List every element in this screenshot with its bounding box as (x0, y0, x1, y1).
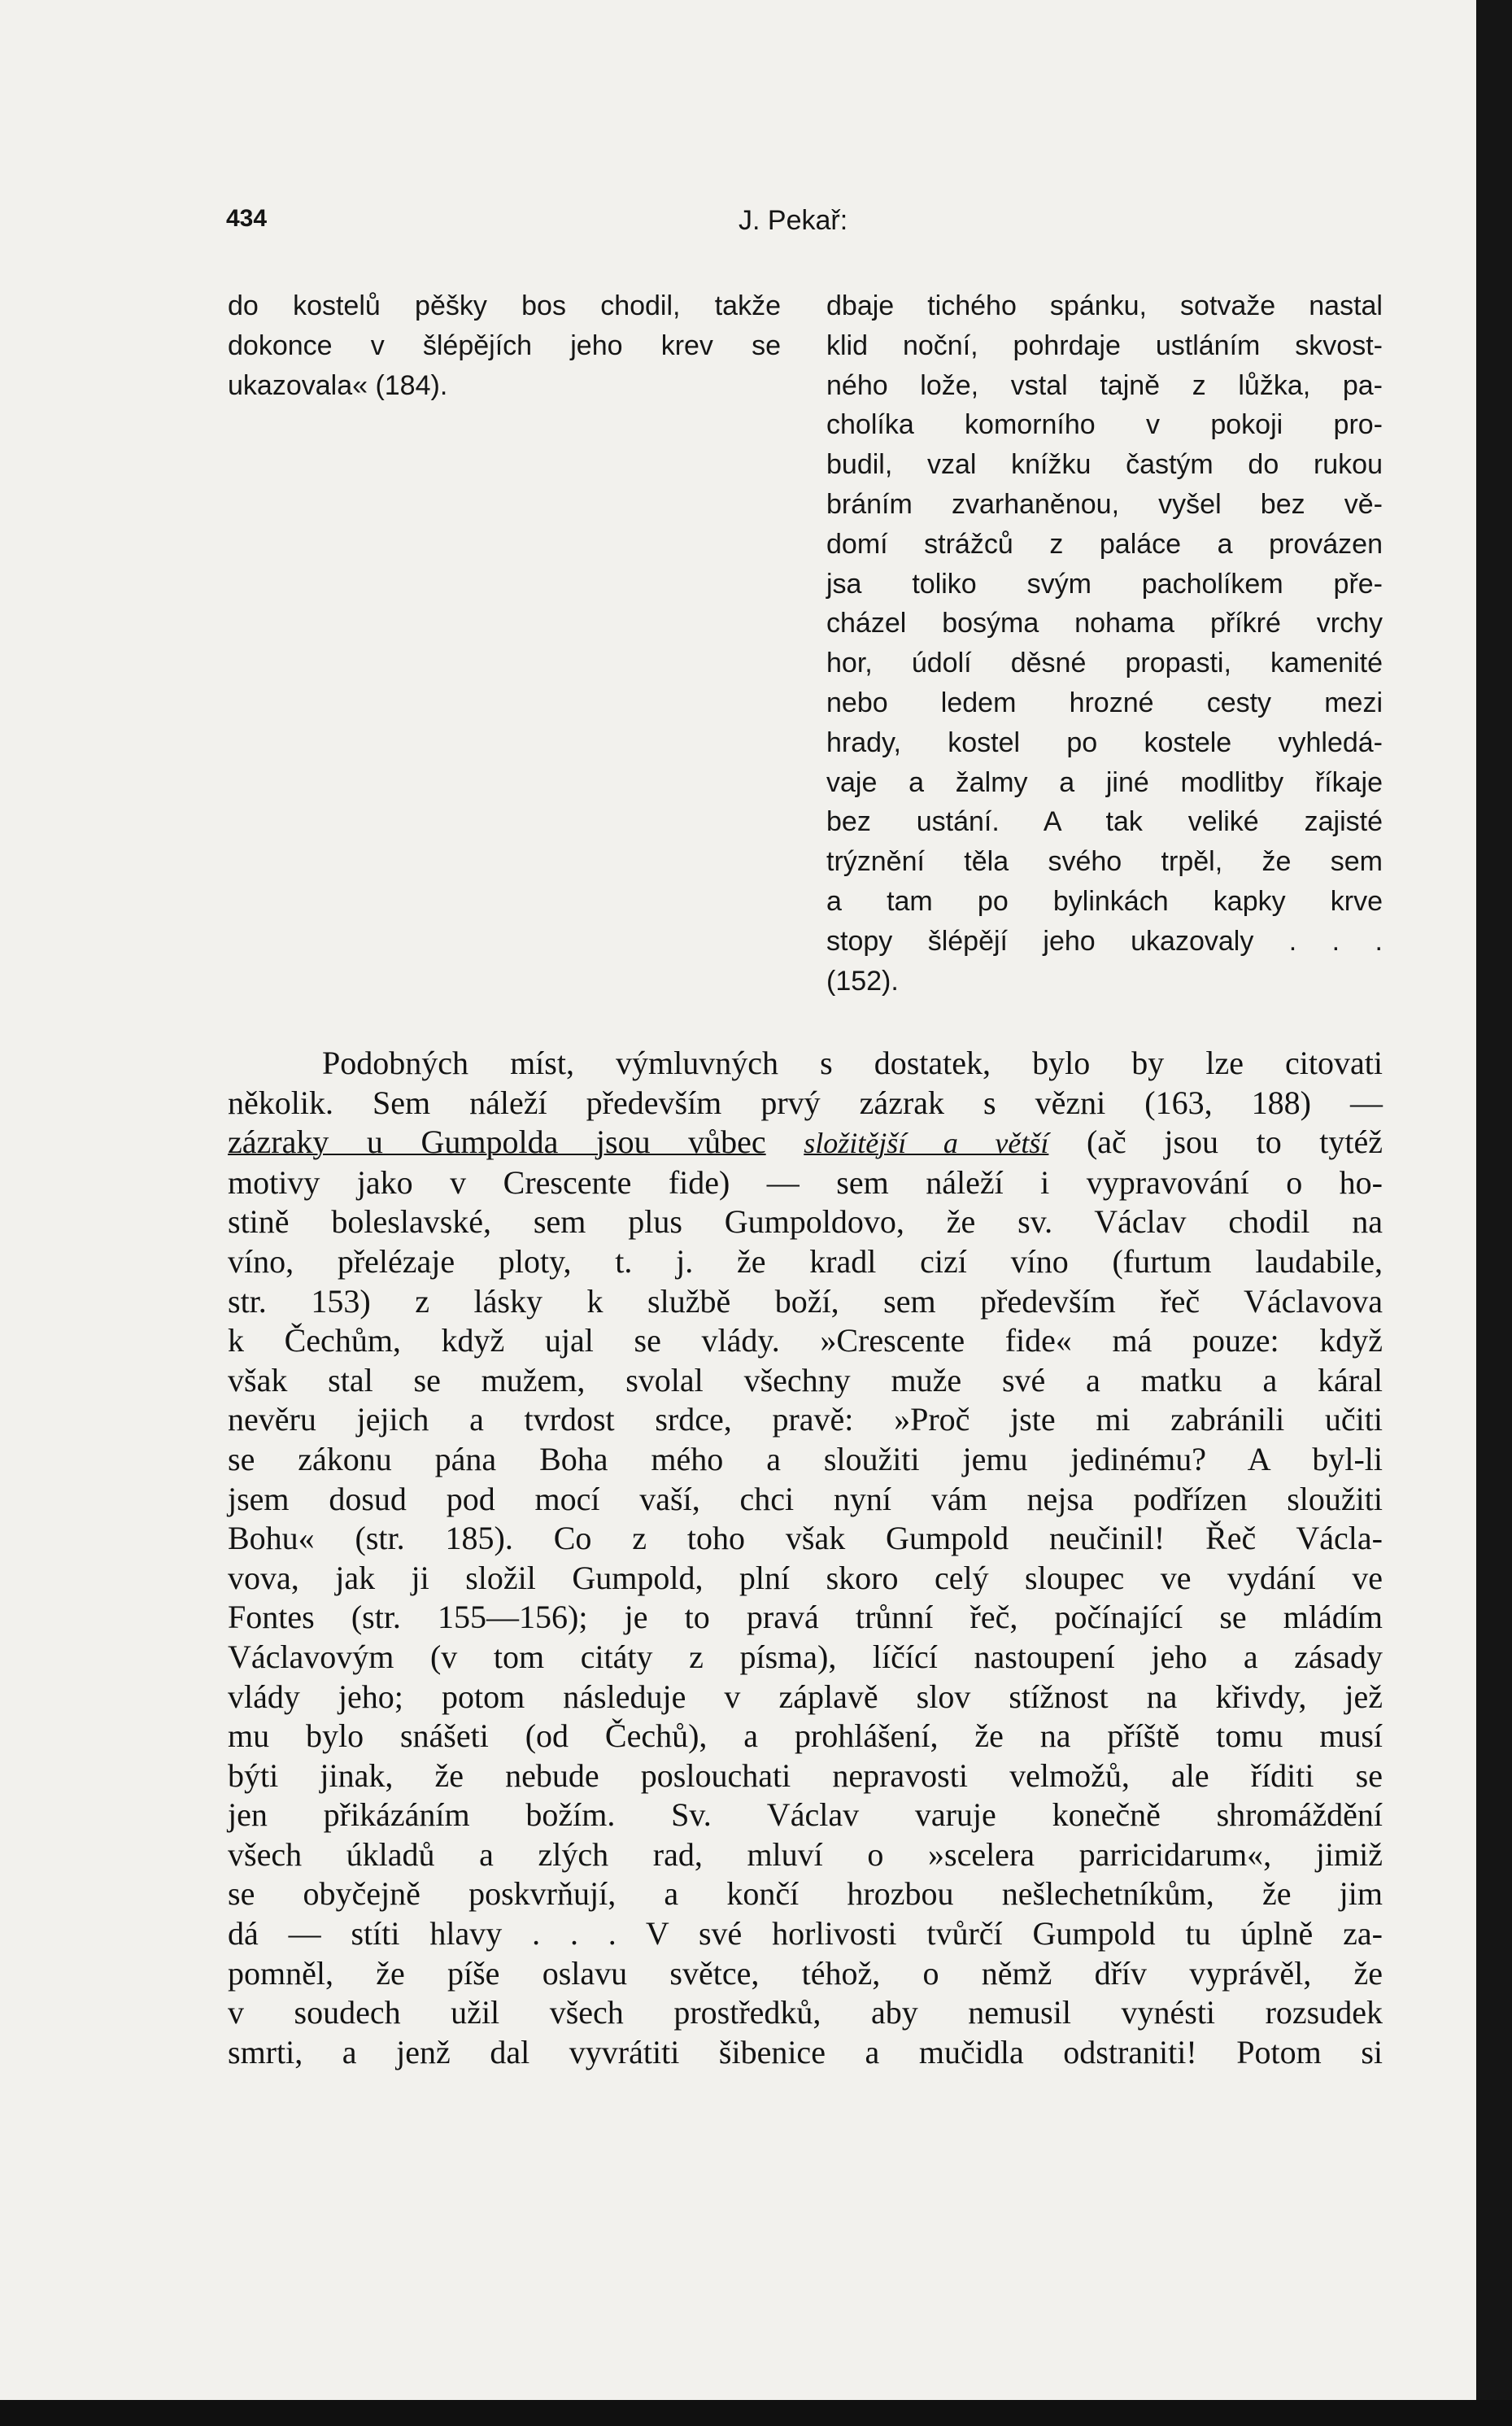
scan-edge-right (1476, 0, 1512, 2426)
running-head: J. Pekař: (739, 205, 848, 236)
text-line-with-emphasis (228, 1123, 1383, 1163)
text-line: jsem dosud pod mocí vaší, chci nyní vám nejsa podřízen sloužiti (228, 1480, 1383, 1517)
text-line: bráním zvarhaněnou, vyšel bez vě- (826, 488, 1383, 520)
text-line: nevěru jejich a tvrdost srdce, pravě: »Proč jste mi zabránili učiti (228, 1401, 1383, 1438)
text-line: vaje a žalmy a jiné modlitby říkaje (826, 766, 1383, 798)
text-line: mu bylo snášeti (od Čechů), a prohlášení, že na příště tomu musí (228, 1717, 1383, 1755)
text-line: a tam po bylinkách kapky krve (826, 885, 1383, 917)
text-line: cházel bosýma nohama příkré vrchy (826, 608, 1383, 639)
text-line: klid noční, pohrdaje ustláním skvost- (826, 329, 1383, 361)
text-line: str. 153) z lásky k službě boží, sem především řeč Václavova (228, 1282, 1383, 1320)
text-line: vova, jak ji složil Gumpold, plní skoro celý sloupec ve vydání ve (228, 1559, 1383, 1596)
scan-edge-bottom (0, 2400, 1512, 2426)
left-column-quote (228, 286, 781, 405)
text-line: smrti, a jenž dal vyvrátiti šibenice a mučidla odstraniti! Potom si (228, 2033, 1383, 2070)
text-line: motivy jako v Crescente fide) — sem náleží i vypravování o ho- (228, 1163, 1383, 1201)
text-line: Václavovým (v tom citáty z písma), líčící nastoupení jeho a zásady (228, 1638, 1383, 1675)
text-line: do kostelů pěšky bos chodil, takže (228, 290, 781, 321)
text-line: dokonce v šlépějích jeho krev se (228, 329, 781, 361)
text-line: všech úkladů a zlých rad, mluví o »scelera parricidarum«, jimiž (228, 1835, 1383, 1873)
text-line: domí strážců z paláce a provázen (826, 528, 1383, 560)
italic-phrase: složitější a větší (804, 1127, 1049, 1160)
underlined-phrase: zázraky u Gumpolda jsou vůbec (228, 1124, 766, 1161)
text-fragment: (ač jsou to tytéž (1086, 1124, 1383, 1161)
text-line: jsa toliko svým pacholíkem pře- (826, 568, 1383, 600)
text-line: stině boleslavské, sem plus Gumpoldovo, že sv. Václav chodil na (228, 1203, 1383, 1241)
text-line: jen přikázáním božím. Sv. Václav varuje konečně shromáždění (228, 1796, 1383, 1834)
text-line: víno, přelézaje ploty, t. j. že kradl cizí víno (furtum laudabile, (228, 1242, 1383, 1280)
text-line: nebo ledem hrozné cesty mezi (826, 687, 1383, 718)
text-line: stopy šlépějí jeho ukazovaly . . . (826, 925, 1383, 957)
text-line: cholíka komorního v pokoji pro- (826, 409, 1383, 441)
text-line: ukazovala« (184). (228, 369, 448, 401)
text-line: v soudech užil všech prostředků, aby nemusil vynésti rozsudek (228, 1994, 1383, 2031)
text-line: býti jinak, že nebude poslouchati nepravosti velmožů, ale říditi se (228, 1756, 1383, 1794)
text-line: Podobných míst, výmluvných s dostatek, bylo by lze citovati (322, 1045, 1383, 1081)
text-line: hrady, kostel po kostele vyhledá- (826, 726, 1383, 758)
text-line: však stal se mužem, svolal všechny muže své a matku a káral (228, 1361, 1383, 1398)
text-line: ného lože, vstal tajně z lůžka, pa- (826, 369, 1383, 401)
page-header (226, 205, 1381, 246)
text-line: Bohu« (str. 185). Co z toho však Gumpold neučinil! Řeč Václa- (228, 1520, 1383, 1557)
text-line: dbaje tichého spánku, sotvaže nastal (826, 290, 1383, 321)
text-line: pomněl, že píše oslavu světce, téhož, o němž dřív vyprávěl, že (228, 1954, 1383, 1992)
text-line: (152). (826, 965, 899, 997)
text-line: několik. Sem náleží především prvý zázrak s vězni (163, 188) — (228, 1084, 1383, 1121)
text-line: k Čechům, když ujal se vlády. »Crescente fide« má pouze: když (228, 1322, 1383, 1359)
text-line: dá — stíti hlavy . . . V své horlivosti tvůrčí Gumpold tu úplně za- (228, 1915, 1383, 1953)
text-line: budil, vzal knížku častým do rukou (826, 449, 1383, 481)
right-column-quote (826, 286, 1383, 1001)
text-line: vlády jeho; potom následuje v záplavě slov stížnost na křivdy, jež (228, 1678, 1383, 1715)
page-number: 434 (226, 205, 268, 232)
text-line: hor, údolí děsné propasti, kamenité (826, 648, 1383, 679)
text-line: trýznění těla svého trpěl, že sem (826, 846, 1383, 878)
text-line: se zákonu pána Boha mého a sloužiti jemu jedinému? A byl-li (228, 1440, 1383, 1477)
text-line: Fontes (str. 155—156); je to pravá trůnní řeč, počínající se mládím (228, 1599, 1383, 1636)
text-line: bez ustání. A tak veliké zajisté (826, 806, 1383, 838)
body-paragraph (228, 1044, 1383, 2072)
text-line: se obyčejně poskvrňují, a končí hrozbou nešlechetníkům, že jim (228, 1875, 1383, 1913)
